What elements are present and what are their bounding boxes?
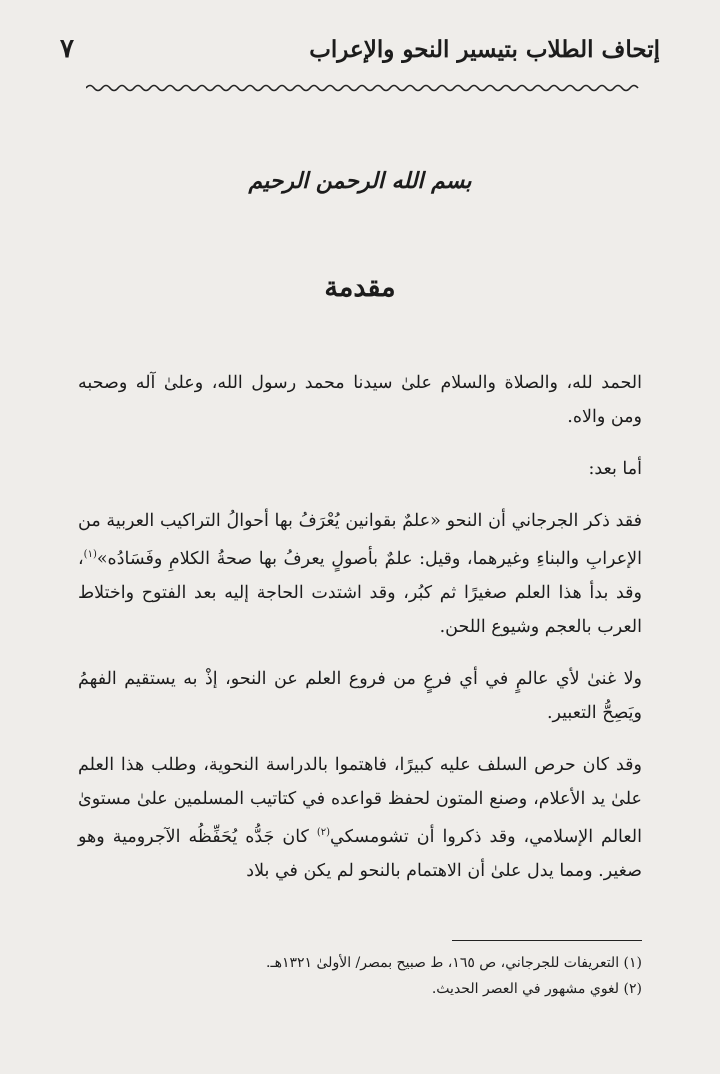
main-text	[78, 366, 642, 906]
book-title: إتحاف الطلاب بتيسير النحو والإعراب	[309, 36, 660, 63]
page-number: ٧	[60, 34, 74, 64]
paragraph-opening: الحمد لله، والصلاة والسلام علىٰ سيدنا محمد رسول الله، وعلىٰ آله وصحبه ومن والاه.	[78, 373, 642, 427]
basmala-calligraphy: بسم الله الرحمن الرحيم	[248, 168, 472, 194]
footnote-1: (١) التعريفات للجرجاني، ص ١٦٥، ط صبيح بمصر/ الأولىٰ ١٣٢١هـ.	[266, 955, 642, 971]
footnote-ref-2[interactable]: (٢)	[316, 826, 331, 838]
wavy-divider	[86, 82, 642, 94]
paragraph-definition-part2: ، وقد بدأ هذا العلم صغيرًا ثم كبُر، وقد اشتدت الحاجة إليه بعد الفتوح واختلاط العرب بالعجم وشيوع اللحن.	[78, 548, 642, 637]
footnotes	[78, 950, 642, 1002]
paragraph-history-part1: وقد كان حرص السلف عليه كبيرًا، فاهتموا بالدراسة النحوية، وطلب هذا العلم علىٰ يد الأعلام، وصنع المتون لحفظ قواعده في كتاتيب المسلمين علىٰ مستوىٰ العالم الإسلامي، وقد ذكروا أن تشومسكي	[78, 754, 642, 847]
footnote-ref-1[interactable]: (١)	[83, 549, 97, 560]
paragraph-history	[78, 748, 642, 888]
paragraph-definition-part1: فقد ذكر الجرجاني أن النحو «علمٌ بقوانين يُعْرَفُ بها أحوالُ التراكيب العربية من الإعرابِ والبناءِ وغيرهما، وقيل: علمٌ بأصولٍ يعرفُ بها صحةُ الكلامِ وفَسَادُه»	[78, 511, 642, 569]
paragraph-history-part2: كان جَدُّه يُحَفِّظُه الآجرومية وهو صغير. ومما يدل علىٰ أن الاهتمام بالنحو لم يكن في بلاد	[78, 826, 642, 881]
paragraph-amma-bad: أما بعد:	[588, 459, 642, 479]
section-title: مقدمة	[324, 272, 396, 303]
footnote-divider	[452, 940, 642, 941]
footnote-2: (٢) لغوي مشهور في العصر الحديث.	[431, 981, 642, 997]
running-header	[60, 34, 660, 78]
paragraph-importance: ولا غنىٰ لأي عالمٍ في أي فرعٍ من فروع العلم عن النحو، إذْ به يستقيم الفهمُ ويَصِحُّ التعبير.	[78, 668, 642, 723]
paragraph-definition	[78, 504, 642, 644]
